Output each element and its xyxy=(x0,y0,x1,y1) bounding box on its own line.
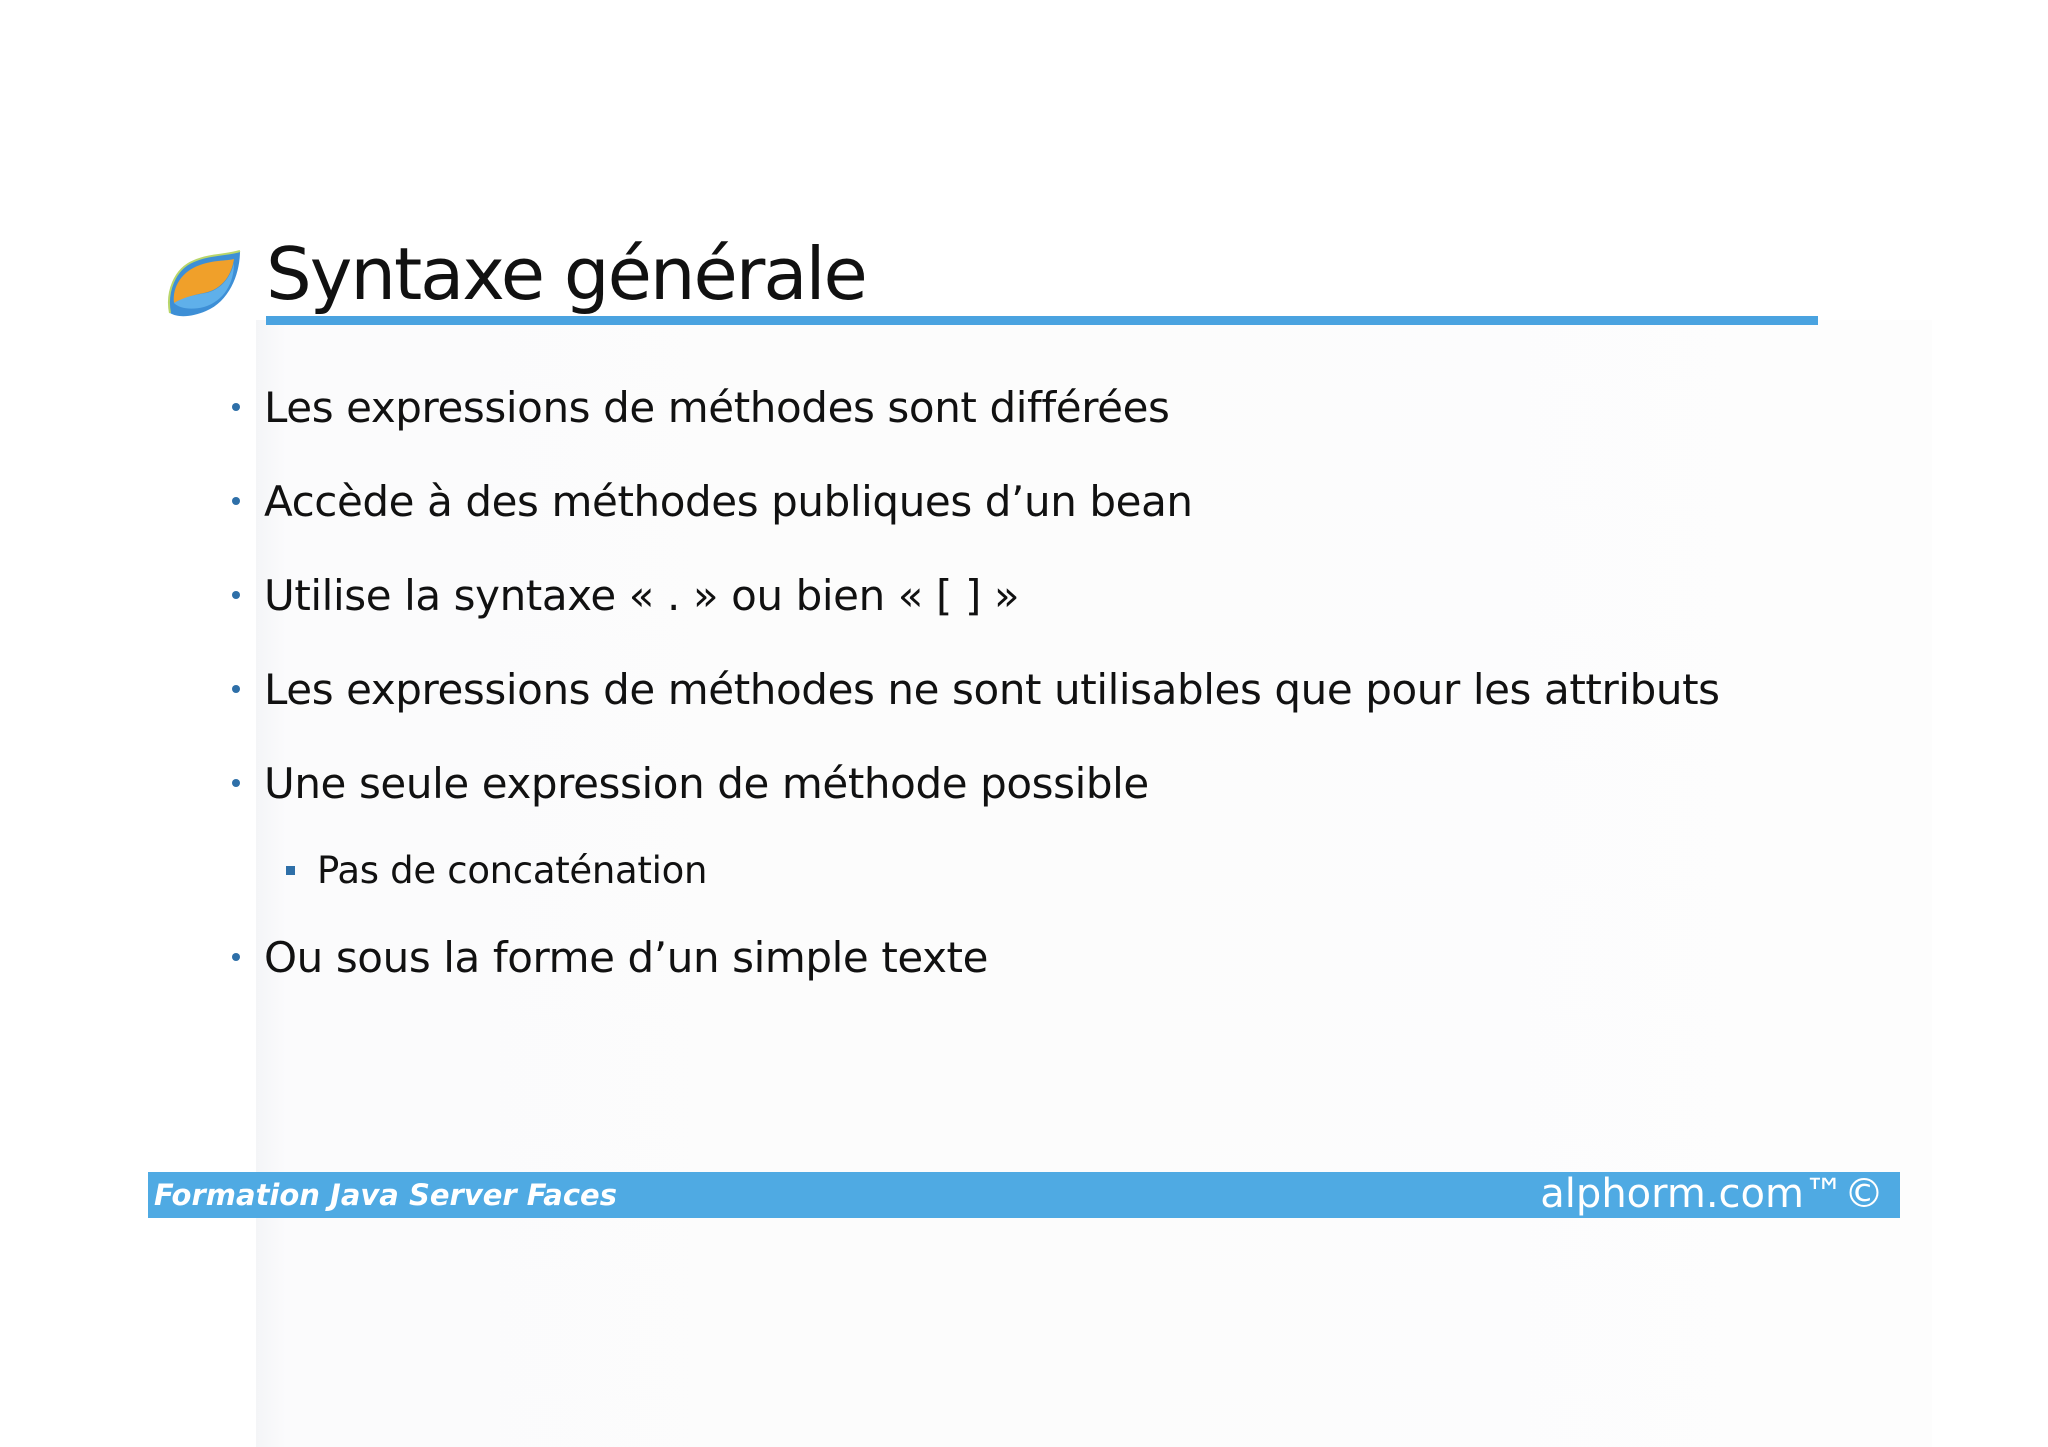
bullet-text: Ou sous la forme d’un simple texte xyxy=(264,932,989,982)
footer-bar xyxy=(148,1172,1900,1218)
bullet-item xyxy=(228,360,1848,454)
bullet-dot-icon xyxy=(232,591,240,599)
bullet-list xyxy=(228,360,1848,1004)
bullet-item xyxy=(228,736,1848,830)
alphorm-logo-icon xyxy=(164,243,244,323)
bullet-dot-icon xyxy=(232,953,240,961)
bullet-dot-icon xyxy=(232,779,240,787)
bullet-text: Accède à des méthodes publiques d’un bean xyxy=(264,476,1193,526)
bullet-item xyxy=(228,642,1848,736)
bullet-text: Utilise la syntaxe « . » ou bien « [ ] » xyxy=(264,570,1020,620)
bullet-text: Les expressions de méthodes sont différées xyxy=(264,382,1170,432)
bullet-text: Une seule expression de méthode possible xyxy=(264,758,1149,808)
bullet-item xyxy=(228,910,1848,1004)
title-underline xyxy=(266,316,1818,325)
square-bullet-icon xyxy=(286,866,295,875)
footer-course-title: Formation Java Server Faces xyxy=(154,1178,617,1212)
footer-brand: alphorm.com™© xyxy=(1540,1171,1884,1217)
bullet-text: Les expressions de méthodes ne sont utilisables que pour les attributs xyxy=(264,664,1720,714)
sub-bullet-text: Pas de concaténation xyxy=(317,848,708,892)
bullet-item xyxy=(228,548,1848,642)
sub-bullet-item xyxy=(228,830,1848,910)
bullet-dot-icon xyxy=(232,403,240,411)
bullet-item xyxy=(228,454,1848,548)
bullet-dot-icon xyxy=(232,497,240,505)
slide-title: Syntaxe générale xyxy=(266,232,866,316)
bullet-dot-icon xyxy=(232,685,240,693)
